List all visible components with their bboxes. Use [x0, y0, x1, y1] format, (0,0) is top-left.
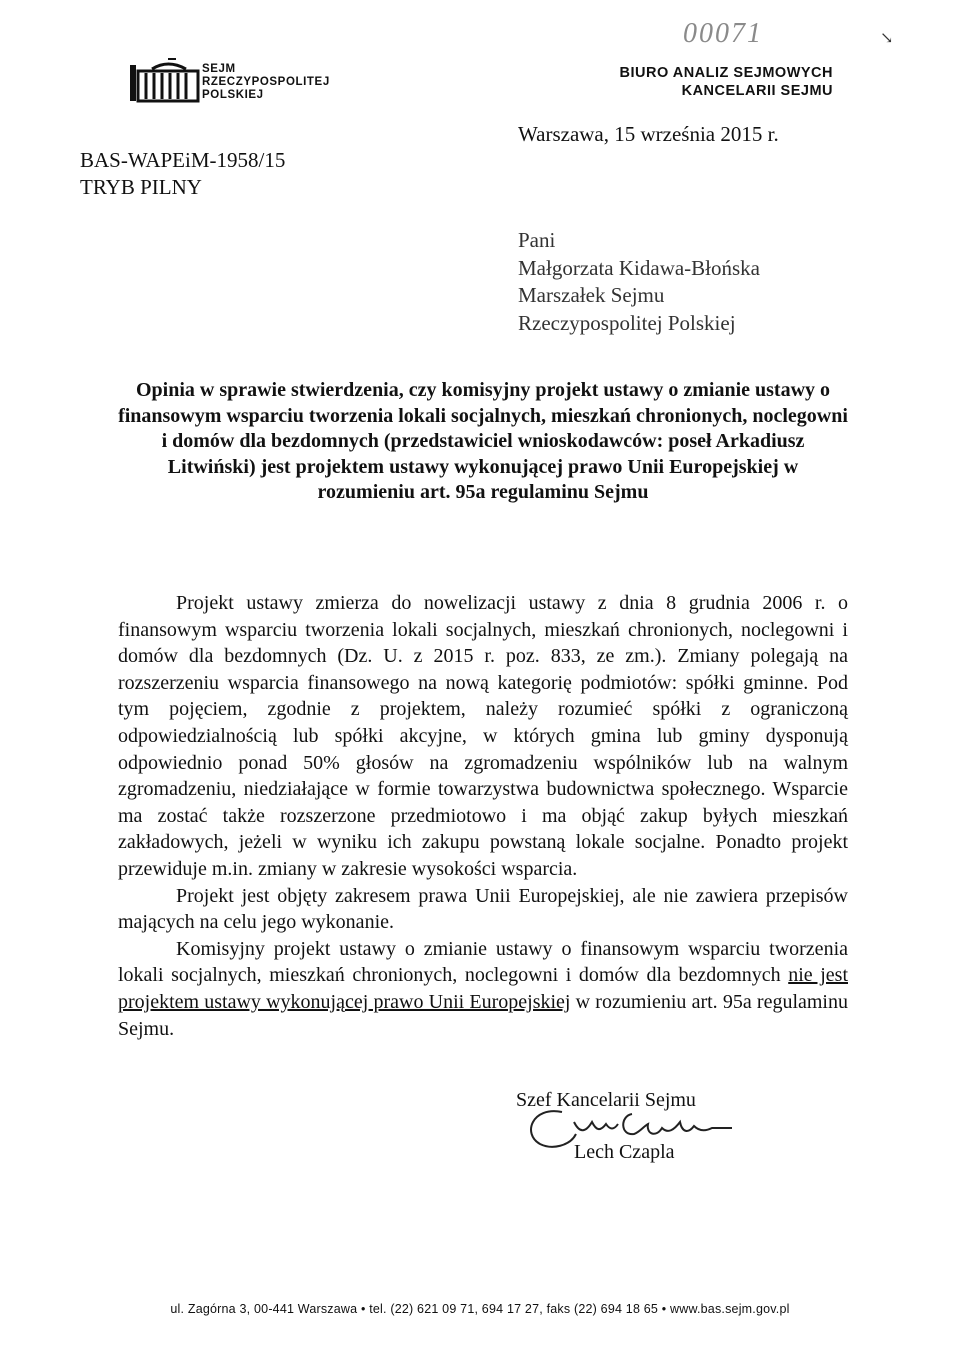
logo-line: SEJM: [202, 63, 236, 75]
sejm-building-icon: [128, 57, 200, 105]
office-line-2: KANCELARII SEJMU: [681, 83, 833, 99]
signatory-name: Lech Czapla: [574, 1141, 675, 1163]
office-name: [620, 64, 833, 100]
conclusion-underlined: nie jest projektem ustawy wykonującej prawo Unii Europejskiej: [118, 964, 848, 1013]
logo-line: RZECZYPOSPOLITEJ: [202, 76, 330, 88]
office-line-1: BIURO ANALIZ SEJMOWYCH: [619, 65, 833, 81]
urgency-mode: TRYB PILNY: [80, 175, 202, 199]
addressee-name: Małgorzata Kidawa-Błońska: [518, 255, 761, 280]
addressee-role: Marszałek Sejmu: [518, 283, 665, 307]
document-stamp-number: 00071: [683, 18, 763, 49]
addressee-block: [518, 227, 760, 337]
sejm-logo: [128, 57, 348, 107]
logo-line: POLSKIEJ: [202, 89, 264, 101]
document-title: Opinia w sprawie stwierdzenia, czy komisyjny projekt ustawy o zmianie ustawy o finansowym wsparciu tworzenia lokali socjalnych, mieszkań chronionych, noclegowni i domów dla bezdomnych (przedstawiciel wnioskodawców: poseł Arkadiusz Litwiński) jest projektem ustawy wykonującej prawo Unii Europejskiej w rozumieniu art. 95a regulaminu Sejmu: [118, 379, 848, 504]
addressee-institution: Rzeczypospolitej Polskiej: [518, 310, 736, 335]
signature-title: Szef Kancelarii Sejmu: [516, 1089, 696, 1111]
paragraph-3-end: w rozumieniu art. 95a regulaminu Sejmu.: [118, 990, 848, 1040]
body-paragraph-3: [118, 936, 848, 1042]
document-date: Warszawa, 15 września 2015 r.: [518, 122, 779, 146]
reference-number: BAS-WAPEiM-1958/15: [80, 148, 286, 172]
footer-contact: ul. Zagórna 3, 00-441 Warszawa • tel. (22) 621 09 71, 694 17 27, faks (22) 694 18 65 • www.bas.sejm.gov.pl: [170, 1302, 790, 1316]
reference-block: [80, 147, 285, 201]
body-paragraph-2: Projekt jest objęty zakresem prawa Unii Europejskiej, ale nie zawiera przepisów mających na celu jego wykonanie.: [118, 884, 848, 934]
addressee-salutation: Pani: [518, 228, 556, 252]
body-paragraph-1: Projekt ustawy zmierza do nowelizacji ustawy z dnia 8 grudnia 2006 r. o finansowym wsparciu tworzenia lokali socjalnych, mieszkań chronionych, noclegowni i domów dla bezdomnych (Dz. U. z 2015 r. poz. 833, ze zm.). Zmiany polegają na rozszerzeniu wsparcia finansowego na nową kategorię podmiotów: spółki gminne. Pod tym pojęciem, zgodnie z projektem, należy rozumieć spółki z ograniczoną odpowiedzialnością lub spółki akcyjne, w których gmina lub gminy dysponują odpowiednio ponad 50% głosów na zgromadzeniu wspólników lub na walnym zgromadzeniu, niedziałające w formie towarzystwa budownictwa społecznego. Wsparcie ma zostać także rozszerzone przedmiotowo i ma objąć zakup byłych mieszkań zakładowych, jeżeli w wyniku ich zakupu powstaną lokale socjalne. Ponadto projekt przewiduje m.in. zmiany w zakresie wysokości wsparcia.: [118, 592, 848, 880]
document-body: [118, 590, 848, 1042]
corner-mark: ↘: [880, 30, 894, 47]
paragraph-3-start: Komisyjny projekt ustawy o zmianie ustawy o finansowym wsparciu tworzenia lokali socjalnych, mieszkań chronionych, noclegowni i domów dla bezdomnych: [118, 937, 848, 987]
